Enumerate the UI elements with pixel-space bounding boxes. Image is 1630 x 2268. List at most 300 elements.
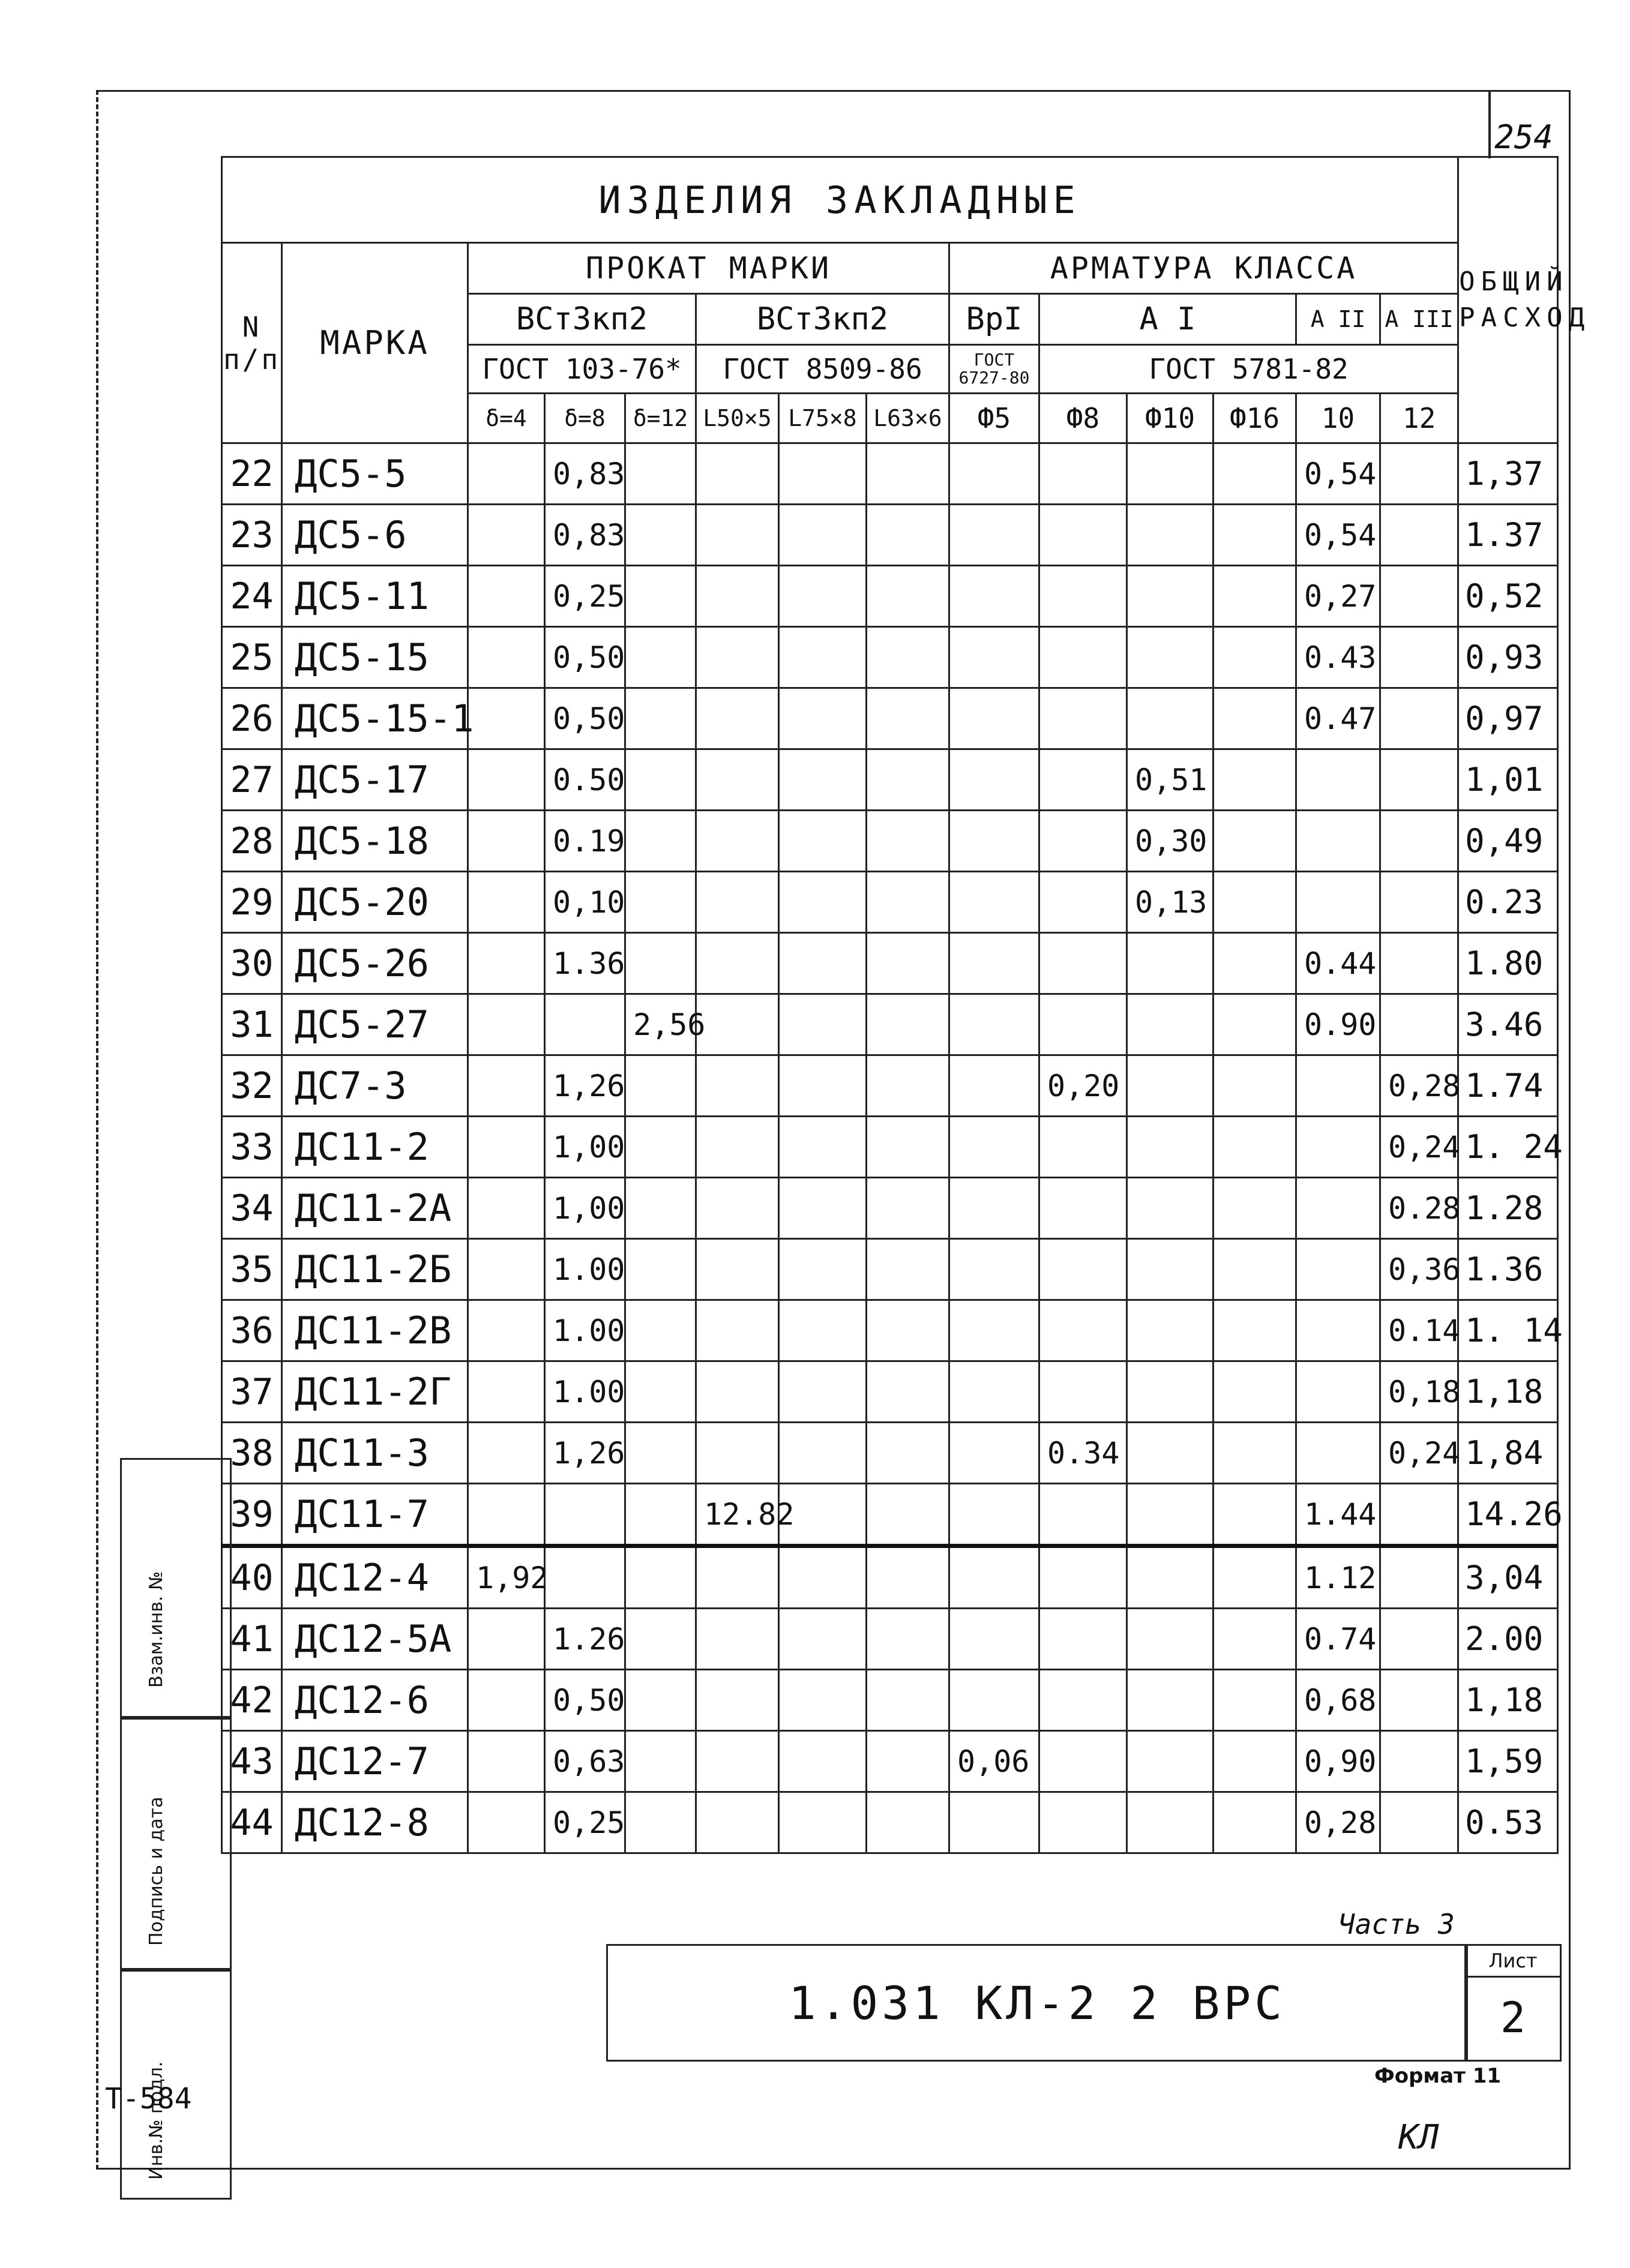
table-row xyxy=(222,566,1558,627)
row-value: 0,50 xyxy=(545,627,625,688)
row-value xyxy=(1213,1178,1296,1239)
row-value xyxy=(1380,1731,1458,1792)
row-value: 0,25 xyxy=(545,566,625,627)
row-value xyxy=(1213,1546,1296,1609)
row-number: 26 xyxy=(222,688,282,749)
row-value xyxy=(468,1300,545,1361)
row-value xyxy=(1039,1546,1127,1609)
table-body xyxy=(222,443,1563,1853)
row-value xyxy=(468,1055,545,1117)
row-number: 22 xyxy=(222,443,282,505)
row-value xyxy=(625,1117,696,1178)
row-value xyxy=(1380,566,1458,627)
sub-header: L75×8 xyxy=(779,394,867,443)
row-value xyxy=(867,1670,949,1731)
row-value: 0,54 xyxy=(1296,443,1380,505)
row-number: 29 xyxy=(222,872,282,933)
row-mark: ДС5-20 xyxy=(282,872,468,933)
row-mark: ДС5-18 xyxy=(282,811,468,872)
row-value xyxy=(696,872,779,933)
row-value xyxy=(1039,872,1127,933)
row-value xyxy=(949,811,1039,872)
row-value xyxy=(867,1239,949,1300)
stamp-cell-podpis xyxy=(120,1716,232,1972)
row-value xyxy=(1213,505,1296,566)
row-value xyxy=(696,627,779,688)
row-total: 1. 24 xyxy=(1458,1117,1558,1178)
row-value xyxy=(867,1300,949,1361)
row-value: 0,50 xyxy=(545,1670,625,1731)
row-value xyxy=(1296,1055,1380,1117)
row-value xyxy=(779,1792,867,1853)
row-value xyxy=(1213,872,1296,933)
row-value xyxy=(1039,443,1127,505)
row-value xyxy=(468,1239,545,1300)
row-value xyxy=(1296,1239,1380,1300)
row-value: 0.34 xyxy=(1039,1423,1127,1484)
sheet-value: 2 xyxy=(1500,1993,1526,2042)
row-total: 1,59 xyxy=(1458,1731,1558,1792)
row-value xyxy=(867,1055,949,1117)
row-number: 43 xyxy=(222,1731,282,1792)
row-value xyxy=(625,1670,696,1731)
row-value xyxy=(1213,566,1296,627)
row-value: 0,50 xyxy=(545,688,625,749)
row-number: 23 xyxy=(222,505,282,566)
row-value xyxy=(625,1731,696,1792)
header-gost3: ГОСТ 6727-80 xyxy=(949,345,1039,394)
row-value xyxy=(625,1055,696,1117)
stamp-vzam: Взам.инв. № xyxy=(146,1571,167,1688)
row-value: 1.00 xyxy=(545,1300,625,1361)
row-value: 0,24 xyxy=(1380,1423,1458,1484)
row-total: 1,18 xyxy=(1458,1670,1558,1731)
row-value: 0,90 xyxy=(1296,1731,1380,1792)
row-value xyxy=(696,1055,779,1117)
row-value xyxy=(696,1731,779,1792)
row-value xyxy=(1380,1792,1458,1853)
row-value xyxy=(1127,1731,1213,1792)
row-value xyxy=(1039,688,1127,749)
table-row xyxy=(222,994,1558,1055)
row-mark: ДС11-3 xyxy=(282,1423,468,1484)
row-total: 1.37 xyxy=(1458,505,1558,566)
row-value xyxy=(1127,1300,1213,1361)
row-value xyxy=(696,1609,779,1670)
table-row xyxy=(222,505,1558,566)
row-mark: ДС5-15 xyxy=(282,627,468,688)
row-value xyxy=(1039,1731,1127,1792)
row-value xyxy=(1380,1670,1458,1731)
row-number: 31 xyxy=(222,994,282,1055)
table-row xyxy=(222,688,1558,749)
row-value xyxy=(1039,1361,1127,1423)
row-value xyxy=(625,1239,696,1300)
row-value xyxy=(779,1546,867,1609)
row-number: 35 xyxy=(222,1239,282,1300)
row-value xyxy=(1213,933,1296,994)
page-number: 254 xyxy=(1488,90,1557,158)
row-value xyxy=(696,1361,779,1423)
header-a3: A III xyxy=(1380,294,1458,345)
row-value: 2,56 xyxy=(625,994,696,1055)
document-code: 1.031 КЛ-2 2 ВРС xyxy=(606,1944,1468,2062)
row-value xyxy=(1296,1300,1380,1361)
stamp-podpis: Подпись и дата xyxy=(146,1796,167,1946)
row-value: 0,24 xyxy=(1380,1117,1458,1178)
row-value xyxy=(1127,627,1213,688)
row-number: 42 xyxy=(222,1670,282,1731)
row-number: 38 xyxy=(222,1423,282,1484)
row-value xyxy=(1127,994,1213,1055)
row-value xyxy=(696,1423,779,1484)
row-value: 0.47 xyxy=(1296,688,1380,749)
row-value xyxy=(468,994,545,1055)
row-value xyxy=(779,1731,867,1792)
row-value xyxy=(625,933,696,994)
row-value: 0,28 xyxy=(1296,1792,1380,1853)
row-value xyxy=(1127,566,1213,627)
row-value: 1.36 xyxy=(545,933,625,994)
row-mark: ДС12-8 xyxy=(282,1792,468,1853)
table-row xyxy=(222,1670,1558,1731)
sub-header: Ф8 xyxy=(1039,394,1127,443)
row-value xyxy=(625,1300,696,1361)
row-value: 12.82 xyxy=(696,1484,779,1546)
row-value: 0.74 xyxy=(1296,1609,1380,1670)
row-mark: ДС5-27 xyxy=(282,994,468,1055)
row-value xyxy=(779,1423,867,1484)
row-number: 25 xyxy=(222,627,282,688)
row-value xyxy=(696,749,779,811)
row-value xyxy=(1039,1239,1127,1300)
row-mark: ДС5-5 xyxy=(282,443,468,505)
row-value xyxy=(1380,1484,1458,1546)
row-total: 1. 14 xyxy=(1458,1300,1558,1361)
row-value xyxy=(468,1670,545,1731)
row-value xyxy=(625,749,696,811)
row-number: 39 xyxy=(222,1484,282,1546)
row-total: 1.36 xyxy=(1458,1239,1558,1300)
row-total: 1,84 xyxy=(1458,1423,1558,1484)
row-value xyxy=(468,443,545,505)
row-value xyxy=(867,933,949,994)
table-row xyxy=(222,872,1558,933)
row-value xyxy=(1380,1546,1458,1609)
row-number: 34 xyxy=(222,1178,282,1239)
row-number: 36 xyxy=(222,1300,282,1361)
row-value xyxy=(696,1792,779,1853)
row-value xyxy=(696,566,779,627)
row-value xyxy=(1127,1609,1213,1670)
row-number: 32 xyxy=(222,1055,282,1117)
row-value xyxy=(949,1670,1039,1731)
row-value xyxy=(1296,872,1380,933)
row-value xyxy=(696,1117,779,1178)
row-value xyxy=(779,1055,867,1117)
row-value: 0,83 xyxy=(545,443,625,505)
row-value xyxy=(779,811,867,872)
row-value xyxy=(696,688,779,749)
row-number: 40 xyxy=(222,1546,282,1609)
row-value xyxy=(1127,1361,1213,1423)
row-value xyxy=(949,1117,1039,1178)
row-mark: ДС11-2Б xyxy=(282,1239,468,1300)
row-value: 0,06 xyxy=(949,1731,1039,1792)
sub-header: L50×5 xyxy=(696,394,779,443)
row-value: 0,63 xyxy=(545,1731,625,1792)
row-value xyxy=(1039,749,1127,811)
row-value xyxy=(1380,688,1458,749)
sub-header: δ=8 xyxy=(545,394,625,443)
row-value xyxy=(1127,443,1213,505)
row-value: 0,28 xyxy=(1380,1055,1458,1117)
row-value xyxy=(949,443,1039,505)
row-value xyxy=(949,1423,1039,1484)
row-total: 1,01 xyxy=(1458,749,1558,811)
row-mark: ДС11-2 xyxy=(282,1117,468,1178)
row-value: 0,68 xyxy=(1296,1670,1380,1731)
row-value xyxy=(779,443,867,505)
row-value xyxy=(867,1484,949,1546)
row-value: 1.26 xyxy=(545,1609,625,1670)
row-number: 33 xyxy=(222,1117,282,1178)
row-value xyxy=(1127,1117,1213,1178)
row-value xyxy=(1213,1055,1296,1117)
row-value xyxy=(468,1792,545,1853)
row-value xyxy=(468,933,545,994)
row-value xyxy=(1296,1117,1380,1178)
row-value xyxy=(1296,749,1380,811)
row-mark: ДС7-3 xyxy=(282,1055,468,1117)
row-value xyxy=(1039,1178,1127,1239)
row-value xyxy=(867,443,949,505)
row-total: 1.74 xyxy=(1458,1055,1558,1117)
row-value xyxy=(949,1178,1039,1239)
row-value xyxy=(949,1361,1039,1423)
header-gost1: ГОСТ 103-76* xyxy=(468,345,696,394)
row-value: 0,30 xyxy=(1127,811,1213,872)
row-value: 0,54 xyxy=(1296,505,1380,566)
row-value xyxy=(867,1731,949,1792)
sheet-label: Лист xyxy=(1466,1946,1560,1978)
row-value xyxy=(867,1792,949,1853)
row-value: 0,27 xyxy=(1296,566,1380,627)
row-value xyxy=(625,1484,696,1546)
row-total: 1,37 xyxy=(1458,443,1558,505)
part-label: Часть 3 xyxy=(1338,1908,1455,1940)
row-mark: ДС5-11 xyxy=(282,566,468,627)
row-value xyxy=(625,1423,696,1484)
row-value xyxy=(1039,566,1127,627)
row-value xyxy=(867,811,949,872)
row-value: 0.43 xyxy=(1296,627,1380,688)
row-value xyxy=(1039,505,1127,566)
table-row xyxy=(222,443,1558,505)
sub-header: Ф10 xyxy=(1127,394,1213,443)
row-value xyxy=(625,1178,696,1239)
row-value xyxy=(1213,443,1296,505)
row-value xyxy=(779,688,867,749)
header-a1: A I xyxy=(1039,294,1296,345)
row-value xyxy=(867,505,949,566)
row-value xyxy=(867,1117,949,1178)
table-row xyxy=(222,1300,1558,1361)
row-value xyxy=(1039,994,1127,1055)
row-mark: ДС5-15-1 xyxy=(282,688,468,749)
row-value xyxy=(1039,1300,1127,1361)
row-value xyxy=(696,933,779,994)
row-value xyxy=(625,872,696,933)
row-value xyxy=(779,566,867,627)
row-mark: ДС11-2Г xyxy=(282,1361,468,1423)
row-number: 44 xyxy=(222,1792,282,1853)
row-value xyxy=(696,1546,779,1609)
row-mark: ДС11-7 xyxy=(282,1484,468,1546)
row-value xyxy=(1213,749,1296,811)
table-row xyxy=(222,811,1558,872)
sheet-cell xyxy=(1464,1944,1562,2062)
row-value xyxy=(1380,1609,1458,1670)
row-value xyxy=(625,1546,696,1609)
row-value: 1,92 xyxy=(468,1546,545,1609)
table-row xyxy=(222,1055,1558,1117)
row-value xyxy=(696,811,779,872)
row-value xyxy=(1127,1670,1213,1731)
row-value xyxy=(867,688,949,749)
row-value xyxy=(1039,1117,1127,1178)
row-value xyxy=(867,994,949,1055)
row-value xyxy=(468,1484,545,1546)
row-value xyxy=(1380,505,1458,566)
row-mark: ДС12-5А xyxy=(282,1609,468,1670)
row-value xyxy=(468,688,545,749)
row-total: 14.26 xyxy=(1458,1484,1558,1546)
row-value xyxy=(1213,1484,1296,1546)
header-steel1: ВСт3кп2 xyxy=(468,294,696,345)
row-value xyxy=(1213,1239,1296,1300)
row-value: 1,26 xyxy=(545,1423,625,1484)
row-value xyxy=(625,443,696,505)
stamp-inv: Инв.№ подл. xyxy=(146,2061,167,2180)
row-value xyxy=(779,1117,867,1178)
row-value xyxy=(779,994,867,1055)
row-value: 0,20 xyxy=(1039,1055,1127,1117)
row-mark: ДС12-4 xyxy=(282,1546,468,1609)
row-value: 1,00 xyxy=(545,1117,625,1178)
row-value xyxy=(779,1239,867,1300)
header-num: N п/п xyxy=(222,243,282,443)
row-value xyxy=(625,1792,696,1853)
row-value xyxy=(949,1792,1039,1853)
row-value: 0.44 xyxy=(1296,933,1380,994)
row-value: 0,83 xyxy=(545,505,625,566)
row-value xyxy=(1380,872,1458,933)
row-value: 0,51 xyxy=(1127,749,1213,811)
table-row xyxy=(222,1423,1558,1484)
row-total: 3,04 xyxy=(1458,1546,1558,1609)
row-value: 0.19 xyxy=(545,811,625,872)
row-value xyxy=(1127,688,1213,749)
row-value xyxy=(696,443,779,505)
row-value xyxy=(949,505,1039,566)
row-value xyxy=(625,627,696,688)
row-value xyxy=(867,627,949,688)
row-value xyxy=(1127,505,1213,566)
header-mark: МАРКА xyxy=(282,243,468,443)
row-mark: ДС12-6 xyxy=(282,1670,468,1731)
row-total: 0.53 xyxy=(1458,1792,1558,1853)
row-value: 1,26 xyxy=(545,1055,625,1117)
row-value xyxy=(1039,933,1127,994)
row-total: 1,18 xyxy=(1458,1361,1558,1423)
row-value: 0,13 xyxy=(1127,872,1213,933)
row-number: 28 xyxy=(222,811,282,872)
header-rebar: АРМАТУРА КЛАССА xyxy=(949,243,1458,294)
row-number: 41 xyxy=(222,1609,282,1670)
table-row xyxy=(222,933,1558,994)
row-value xyxy=(1039,1670,1127,1731)
row-value xyxy=(1380,443,1458,505)
row-total: 2.00 xyxy=(1458,1609,1558,1670)
row-value xyxy=(867,872,949,933)
row-value xyxy=(468,1117,545,1178)
side-stamp xyxy=(120,1458,228,2238)
row-value: 0,10 xyxy=(545,872,625,933)
row-value xyxy=(949,933,1039,994)
row-value xyxy=(1039,1792,1127,1853)
row-value xyxy=(779,1178,867,1239)
row-value xyxy=(949,566,1039,627)
row-total: 0.23 xyxy=(1458,872,1558,933)
row-value xyxy=(1213,1670,1296,1731)
row-value xyxy=(545,994,625,1055)
header-total: ОБЩИЙ РАСХОД xyxy=(1458,157,1558,443)
row-number: 37 xyxy=(222,1361,282,1423)
row-value xyxy=(1296,1178,1380,1239)
table-row xyxy=(222,1178,1558,1239)
table-row xyxy=(222,1484,1558,1546)
row-value xyxy=(1296,1361,1380,1423)
sub-header: δ=4 xyxy=(468,394,545,443)
row-value xyxy=(1039,627,1127,688)
table-row xyxy=(222,1361,1558,1423)
initials: КЛ xyxy=(1398,2118,1439,2157)
row-value xyxy=(1380,933,1458,994)
row-value: 1.00 xyxy=(545,1239,625,1300)
row-value xyxy=(1213,1117,1296,1178)
row-total: 0,93 xyxy=(1458,627,1558,688)
row-value xyxy=(625,1361,696,1423)
row-value xyxy=(1127,1423,1213,1484)
row-value xyxy=(779,505,867,566)
row-value xyxy=(779,1361,867,1423)
row-value xyxy=(696,1239,779,1300)
row-value xyxy=(779,933,867,994)
table-row xyxy=(222,1731,1558,1792)
row-value xyxy=(1127,1178,1213,1239)
row-total: 1.80 xyxy=(1458,933,1558,994)
row-value xyxy=(696,1178,779,1239)
row-value xyxy=(468,1423,545,1484)
row-value xyxy=(1380,627,1458,688)
table-row xyxy=(222,1117,1558,1178)
row-value xyxy=(1213,1609,1296,1670)
row-value xyxy=(696,994,779,1055)
row-value xyxy=(949,749,1039,811)
row-mark: ДС11-2А xyxy=(282,1178,468,1239)
table-row xyxy=(222,1792,1558,1853)
